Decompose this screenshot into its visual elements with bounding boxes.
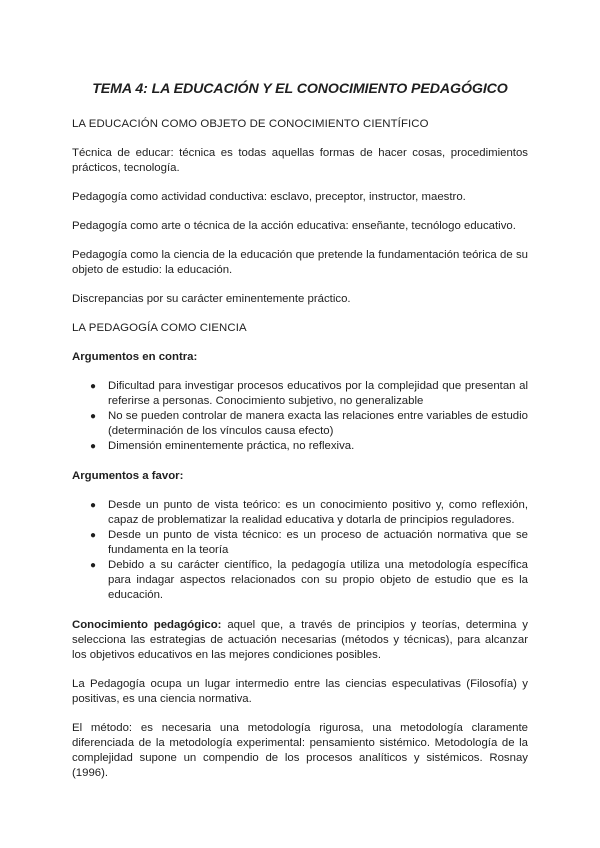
subheading-argumentos-contra: Argumentos en contra: (72, 351, 198, 363)
section-heading-educacion: LA EDUCACIÓN COMO OBJETO DE CONOCIMIENTO CIENTÍFICO (72, 118, 429, 130)
section-heading-pedagogia-ciencia: LA PEDAGOGÍA COMO CIENCIA (72, 322, 247, 334)
list-item-text: Desde un punto de vista técnico: es un proceso de actuación normativa que se fundamenta en la teoría (108, 529, 528, 556)
paragraph-actividad-conductiva: Pedagogía como actividad conductiva: esclavo, preceptor, instructor, maestro. (72, 191, 466, 203)
paragraph-metodo: El método: es necesaria una metodología rigurosa, una metodología claramente diferenciada de la metodología experimental: pensamiento sistémico. Metodología de la complejidad supone un compendio de los procesos analíticos y sistémicos. Rosnay (1996). (72, 722, 528, 779)
list-item-text: No se pueden controlar de manera exacta las relaciones entre variables de estudio (determinación de los vínculos causa efecto) (108, 410, 528, 437)
list-argumentos-contra (72, 379, 528, 454)
list-argumentos-favor (72, 498, 528, 603)
bullet-icon: ● (90, 500, 97, 511)
paragraph-conocimiento-pedagogico (72, 618, 528, 663)
list-item-text: Dimensión eminentemente práctica, no reflexiva. (108, 440, 355, 452)
list-item (90, 409, 528, 439)
bullet-icon: ● (90, 411, 97, 422)
paragraph-discrepancias: Discrepancias por su carácter eminentemente práctico. (72, 293, 351, 305)
list-item-text: Desde un punto de vista teórico: es un conocimiento positivo y, como reflexión, capaz de problematizar la realidad educativa y dotarla de principios reguladores. (108, 499, 528, 526)
list-item (90, 439, 528, 454)
list-item-text: Dificultad para investigar procesos educativos por la complejidad que presentan al referirse a personas. Conocimiento subjetivo, no generalizable (108, 380, 528, 407)
paragraph-lugar-intermedio: La Pedagogía ocupa un lugar intermedio entre las ciencias especulativas (Filosofía) y positivas, es una ciencia normativa. (72, 678, 528, 705)
bullet-icon: ● (90, 560, 97, 571)
paragraph-arte-tecnica: Pedagogía como arte o técnica de la acción educativa: enseñante, tecnólogo educativo. (72, 220, 516, 232)
bullet-icon: ● (90, 381, 97, 392)
term-conocimiento-pedagogico: Conocimiento pedagógico: (72, 619, 222, 631)
list-item (90, 558, 528, 603)
subheading-argumentos-favor: Argumentos a favor: (72, 470, 184, 482)
definition-text: aquel que, a través de principios y teorías, determina y selecciona las estrategias de actuación necesarias (métodos y técnicas), para alcanzar los objetivos educativos en las mejores condiciones posibles. (72, 619, 529, 661)
list-item (90, 498, 528, 528)
list-item (90, 379, 528, 409)
paragraph-tecnica: Técnica de educar: técnica es todas aquellas formas de hacer cosas, procedimientos prácticos, tecnología. (72, 147, 528, 174)
page-title: TEMA 4: LA EDUCACIÓN Y EL CONOCIMIENTO PEDAGÓGICO (92, 81, 508, 97)
paragraph-ciencia: Pedagogía como la ciencia de la educación que pretende la fundamentación teórica de su objeto de estudio: la educación. (72, 249, 528, 276)
list-item-text: Debido a su carácter científico, la pedagogía utiliza una metodología específica para indagar aspectos relacionados con su propio objeto de estudio que es la educación. (108, 559, 528, 601)
list-item (90, 528, 528, 558)
bullet-icon: ● (90, 441, 97, 452)
bullet-icon: ● (90, 530, 97, 541)
